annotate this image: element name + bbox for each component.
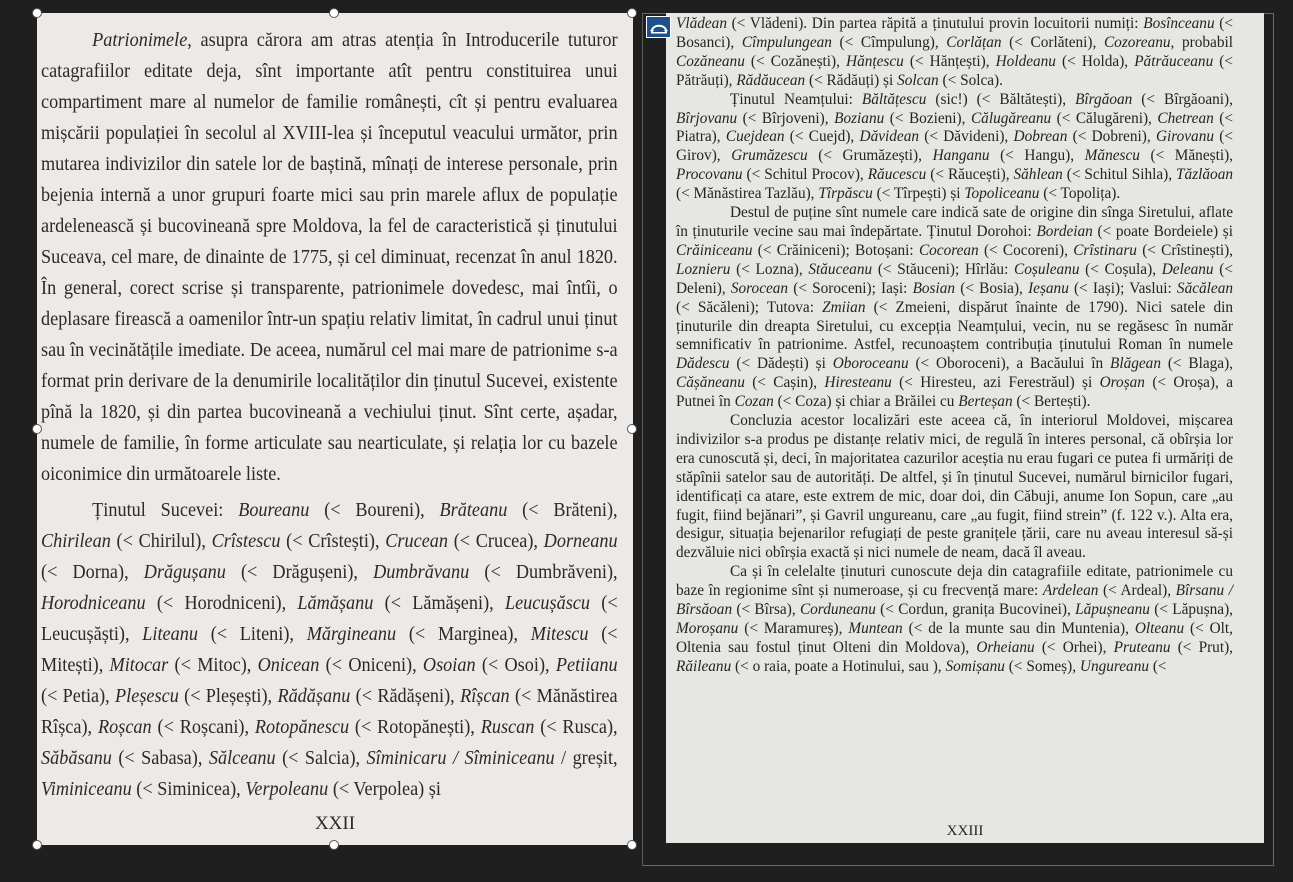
- paragraph-text: (< Cuejd),: [784, 128, 860, 146]
- paragraph-text: (< Deleni),: [676, 260, 1233, 297]
- family-name: Lăpușneanu: [1075, 601, 1150, 619]
- family-name: Ungureanu: [1079, 657, 1150, 675]
- family-name: Hănțescu: [846, 52, 904, 70]
- paragraph-text: (< Pătrăuți),: [676, 52, 1234, 89]
- family-name: Rîșcan: [460, 686, 510, 707]
- family-name: Brăteanu: [439, 500, 508, 521]
- paragraph-text: (< Maramureș),: [738, 620, 849, 637]
- resize-handle-top-right-icon[interactable]: [627, 8, 637, 18]
- paragraph-text: (< Piatra),: [676, 109, 1233, 146]
- paragraph-text: (< Prut),: [1170, 638, 1233, 656]
- family-name: Sîminicaru / Sîminiceanu: [366, 748, 555, 769]
- paragraph-text: (< Zmeieni, dispărut înainte de 1790). Nici satele din ținuturile din dreapta Siretului, cu excepția Neamțului, vecin, nu se regăsesc în număr semnificativ în patrionime. Astfel, recunoaștem contribuția ținutului Roman în numele: [676, 298, 1233, 354]
- family-name: Sălceanu: [208, 748, 276, 769]
- paragraph-text: (< Holda),: [1055, 52, 1135, 70]
- paragraph-text: (< Olt, Oltenia sau fostul ținut Olteni din Moldova),: [676, 620, 1233, 656]
- family-name: Mărgineanu: [306, 624, 397, 645]
- paragraph-text: (sic!) (< Băltătești),: [926, 90, 1076, 108]
- family-name: Lămășanu: [297, 593, 374, 614]
- family-name: Crîstescu: [211, 531, 281, 552]
- family-name: Băltățescu: [861, 90, 927, 108]
- paragraph-text: (< Cocoreni),: [978, 241, 1074, 259]
- family-name: Cîmpulungean: [741, 33, 832, 51]
- family-name: Bîrsanu / Bîrsăoan: [676, 582, 1233, 619]
- family-name: Patrionimele: [92, 30, 188, 51]
- family-name: Olteanu: [1134, 620, 1185, 637]
- paragraph-text: (< Someș),: [1004, 657, 1080, 675]
- resize-handle-bottom-right-icon[interactable]: [627, 840, 637, 850]
- right-paragraph: [676, 15, 1233, 91]
- family-name: Holdeanu: [995, 52, 1056, 70]
- right-paragraph: [676, 91, 1233, 204]
- family-name: Rădășanu: [277, 686, 351, 707]
- family-name: Leucușăscu: [504, 593, 590, 614]
- paragraph-text: (< Rădăuți) și: [805, 71, 898, 89]
- paragraph-text: (< Solca).: [938, 71, 1003, 89]
- paragraph-text: (< Crîstinești),: [1136, 241, 1233, 259]
- family-name: Cășăneanu: [676, 374, 745, 392]
- paragraph-text: (< Ardeal),: [1098, 582, 1176, 600]
- family-name: Moroșanu: [676, 620, 739, 637]
- paragraph-text: Destul de puține sînt numele care indică sate de origine din sînga Siretului, aflate în ținuturile vecine sau mai îndepărtate. Ținutul Dorohoi:: [676, 204, 1233, 240]
- family-name: Răileanu: [676, 657, 732, 675]
- paragraph-text: (< Lozna),: [730, 260, 809, 278]
- paragraph-text: (<: [1149, 657, 1167, 675]
- paragraph-text: (< Coșula),: [1079, 260, 1162, 278]
- family-name: Dorneanu: [543, 531, 618, 552]
- paragraph-text: Ținutul Neamțului:: [730, 90, 862, 108]
- paragraph-text: (< Rotopănești),: [349, 717, 481, 738]
- family-name: Bîrjovanu: [676, 109, 738, 127]
- paragraph-text: (< Bozieni),: [884, 109, 971, 127]
- paragraph-text: (< Blaga),: [1160, 355, 1234, 373]
- family-name: Horodniceanu: [41, 593, 146, 614]
- family-name: Blăgean: [1110, 355, 1161, 373]
- paragraph-text: , probabil: [1170, 33, 1233, 51]
- family-name: Bosian: [912, 279, 956, 297]
- paragraph-text: (< Săcăleni); Tutova:: [676, 298, 823, 316]
- family-name: Orheianu: [976, 638, 1035, 656]
- family-name: Ieșanu: [1028, 279, 1069, 297]
- family-name: Corlățan: [946, 33, 1002, 51]
- family-name: Berteșan: [958, 393, 1013, 411]
- family-name: Rădăucean: [736, 71, 806, 89]
- family-name: Deleanu: [1161, 260, 1214, 278]
- family-name: Dumbrăvanu: [373, 562, 470, 583]
- rotate-arrow-icon: [650, 20, 668, 34]
- paragraph-text: (< Roșcani),: [151, 717, 255, 738]
- family-name: Hiresteanu: [824, 374, 892, 392]
- right-paragraph: [676, 412, 1233, 563]
- paragraph-text: (< Stăuceni); Hîrlău:: [872, 260, 1015, 278]
- family-name: Drăgușanu: [143, 562, 226, 583]
- family-name: Onicean: [257, 655, 320, 676]
- family-name: Mitocar: [109, 655, 169, 676]
- paragraph-text: (< Dădești) și: [729, 355, 833, 373]
- family-name: Coșuleanu: [1014, 260, 1080, 278]
- paragraph-text: (< Bîrjoveni),: [737, 109, 835, 127]
- family-name: Corduneanu: [799, 601, 876, 619]
- family-name: Săhlean: [1013, 166, 1063, 184]
- family-name: Chirilean: [41, 531, 111, 552]
- family-name: Crîstinaru: [1073, 241, 1137, 259]
- paragraph-text: Ținutul Sucevei:: [92, 500, 239, 521]
- paragraph-text: (< Lămășeni),: [373, 593, 505, 614]
- family-name: Chetrean: [1157, 109, 1214, 127]
- family-name: Grumăzescu: [731, 147, 808, 165]
- family-name: Pătrăuceanu: [1134, 52, 1214, 70]
- paragraph-text: (< o raia, poate a Hotinului, sau ),: [731, 657, 946, 675]
- family-name: Boureanu: [238, 500, 310, 521]
- paragraph-text: (< Brăteni),: [507, 500, 618, 521]
- resize-handle-top-center-icon[interactable]: [329, 8, 339, 18]
- family-name: Sorocean: [730, 279, 789, 297]
- paragraph-text: (< Lăpușna),: [1149, 601, 1233, 619]
- paragraph-text: (< Horodniceni),: [145, 593, 298, 614]
- family-name: Stăuceanu: [808, 260, 873, 278]
- family-name: Zmiian: [822, 298, 866, 316]
- paragraph-text: (< Cordun, granița Bucovinei),: [875, 601, 1076, 619]
- family-name: Ruscan: [480, 717, 535, 738]
- paragraph-text: (< Crăiniceni); Botoșani:: [752, 241, 919, 259]
- paragraph-text: (< Răucești),: [926, 166, 1014, 184]
- paragraph-text: (< Leucușăști),: [41, 593, 618, 645]
- paragraph-text: Concluzia acestor localizări este aceea că, în interiorul Moldovei, mișcarea indivizilor s-a produs pe distanțe relativ mici, de regulă în interes personal, că obîrșia lor era cunoscută și, deci, în majoritatea cazurilor aceștia nu erau fugari ce putea fi urmăriți de stăpînii satelor sau de autorități. De altfel, și în ținutul Sucevei, numărul birnicilor fugari, identificați ca atare, este extrem de mic, doar doi, din Căbuji, anume Ion Sopun, care „au fugit, fiind bejănari”, și Gavril ungureanu, care „au fugit, fiind strein” (f. 122 v.). Alta era, desigur, situația bejenarilor refugiați de peste granițele țării, care nu aveau interesul să-și dezvăluie nici obîrșia exactă și nici numele de neam, dacă îl aveau.: [676, 412, 1233, 562]
- paragraph-text: (< poate Bordeiele) și: [1092, 222, 1233, 240]
- paragraph-text: (< Siminicea),: [131, 779, 246, 800]
- family-name: Solcan: [897, 71, 939, 89]
- paragraph-text: (< Cîmpulung),: [831, 33, 947, 51]
- paragraph-text: (< Schitul Sihla),: [1062, 166, 1177, 184]
- family-name: Ardelean: [1042, 582, 1099, 600]
- paragraph-text: (< Oroșa), a Putnei în: [676, 374, 1233, 411]
- paragraph-text: (< Rădășeni),: [350, 686, 461, 707]
- family-name: Bosînceanu: [1143, 15, 1215, 32]
- family-name: Muntean: [848, 620, 903, 637]
- paragraph-text: (< Coza) și chiar a Brăilei cu: [773, 393, 959, 411]
- family-name: Hanganu: [932, 147, 990, 165]
- family-name: Oroșan: [1099, 374, 1145, 392]
- family-name: Săbăsanu: [41, 748, 112, 769]
- family-name: Dăvidean: [859, 128, 919, 146]
- paragraph-text: (< Călugăreni),: [1051, 109, 1158, 127]
- page-number-right: XXIII: [946, 823, 984, 839]
- page-left-text: [41, 25, 618, 805]
- paragraph-text: (< Salcia),: [275, 748, 367, 769]
- paragraph-text: Ca și în celelalte ținuturi cunoscute deja din catagrafiile editate, patrionimele cu baze în regionime sînt și numeroase, și cu frecvență mare:: [676, 563, 1233, 600]
- family-name: Osoian: [422, 655, 476, 676]
- paragraph-text: (< Bertești).: [1012, 393, 1091, 411]
- scanned-page-left[interactable]: [37, 13, 633, 845]
- right-paragraph: [676, 204, 1233, 412]
- paragraph-text: (< Marginea),: [396, 624, 531, 645]
- paragraph-text: (< Verpolea) și: [328, 779, 441, 800]
- paragraph-text: (< Mitoc),: [168, 655, 258, 676]
- family-name: Rotopănescu: [254, 717, 350, 738]
- family-name: Bîrgăoan: [1075, 90, 1133, 108]
- paragraph-text: (< Corlăteni),: [1001, 33, 1104, 51]
- family-name: Mănescu: [1084, 147, 1140, 165]
- family-name: Viminiceanu: [41, 779, 132, 800]
- paragraph-text: (< Sabasa),: [111, 748, 209, 769]
- paragraph-text: (< Crucea),: [448, 531, 544, 552]
- family-name: Călugăreanu: [970, 109, 1052, 127]
- family-name: Tîrpăscu: [818, 185, 873, 203]
- paragraph-text: (< Grumăzești),: [807, 147, 933, 165]
- paragraph-text: (< Drăgușeni),: [225, 562, 374, 583]
- paragraph-text: (< Mitești),: [41, 624, 618, 676]
- paragraph-text: (< Boureni),: [309, 500, 440, 521]
- resize-handle-middle-left-icon[interactable]: [32, 424, 42, 434]
- paragraph-text: (< Pleșești),: [178, 686, 278, 707]
- family-name: Dădescu: [676, 355, 730, 373]
- family-name: Tăzlăoan: [1176, 166, 1233, 184]
- resize-handle-bottom-center-icon[interactable]: [329, 840, 339, 850]
- family-name: Bordeian: [1036, 222, 1093, 240]
- family-name: Cozăneanu: [676, 52, 745, 70]
- resize-handle-middle-right-icon[interactable]: [627, 424, 637, 434]
- family-name: Bozianu: [834, 109, 885, 127]
- paragraph-text: (< Iași); Vaslui:: [1068, 279, 1177, 297]
- family-name: Pleșescu: [115, 686, 179, 707]
- family-name: Roșcan: [97, 717, 152, 738]
- paragraph-text: / greșit,: [554, 748, 618, 769]
- paragraph-text: (< Bîrsa),: [732, 601, 800, 619]
- family-name: Mitescu: [530, 624, 589, 645]
- paragraph-text: (< Orhei),: [1034, 638, 1114, 656]
- family-name: Cozan: [734, 393, 774, 411]
- family-name: Cocorean: [918, 241, 979, 259]
- family-name: Vlădean: [676, 15, 727, 32]
- paragraph-text: (< Dorna),: [41, 562, 144, 583]
- paragraph-text: (< Hănțești),: [903, 52, 996, 70]
- paragraph-text: (< Mănăstirea Rîșca),: [41, 686, 618, 738]
- family-name: Crăiniceanu: [676, 241, 753, 259]
- family-name: Cuejdean: [725, 128, 785, 146]
- paragraph-text: (< Girov),: [676, 128, 1234, 165]
- paragraph-text: , asupra cărora am atras atenția în Introducerile tuturor catagrafiilor editate deja, sînt importante atît pentru constituirea unui compartiment mare al numelor de familie românești, cît și pentru evaluarea mișcării populației în secolul al XVIII-lea și începutul veacului următor, prin mutarea indivizilor din satele lor de baștină, mînați de interese personale, prin bejenia internă a unor grupuri foarte mici sau prin marele aflux de populație ardelenească și bucovineană spre Moldova, la fel de caracteristică și ținutului Suceava, cel mare, de dinainte de 1775, și cel diminuat, recenzat în anul 1820. În general, corect scrise și transparente, patrionimele dovedesc, mai întîi, o deplasare firească a oamenilor într-un spațiu relativ limitat, în cadrul unui ținut sau în vecinătățile imediate. De aceea, numărul cel mai mare de patrionime s-a format prin derivare de la denumirile localităților din ținutul Sucevei, existente pînă la 1820, și din partea bucovineană a vechiului ținut. Sînt certe, așadar, numele de familie, în forme articulate sau nearticulate, și relația lor cu bazele oiconimice din următoarele liste.: [41, 30, 618, 485]
- left-paragraph: [41, 25, 618, 490]
- left-paragraph: [41, 495, 618, 805]
- paragraph-text: (< Liteni),: [197, 624, 307, 645]
- family-name: Procovanu: [676, 166, 743, 184]
- family-name: Verpoleanu: [245, 779, 329, 800]
- family-name: Răucescu: [867, 166, 927, 184]
- paragraph-text: (< Mănăstirea Tazlău),: [676, 185, 819, 203]
- family-name: Cozoreanu: [1103, 33, 1171, 51]
- paragraph-text: (< Cașin),: [744, 374, 825, 392]
- paragraph-text: (< Bosanci),: [676, 15, 1233, 51]
- paragraph-text: (< Schitul Procov),: [742, 166, 868, 184]
- paragraph-text: (< Oniceni),: [319, 655, 423, 676]
- family-name: Crucean: [385, 531, 449, 552]
- paragraph-text: (< Mănești),: [1139, 147, 1233, 165]
- paragraph-text: (< Bîrgăoani),: [1132, 90, 1233, 108]
- page-right-text: [676, 15, 1233, 677]
- paragraph-text: (< Dobreni),: [1067, 128, 1156, 146]
- resize-handle-top-left-icon[interactable]: [32, 8, 42, 18]
- paragraph-text: (< Rusca),: [534, 717, 618, 738]
- resize-handle-bottom-left-icon[interactable]: [32, 840, 42, 850]
- paragraph-text: (< Vlădeni). Din partea răpită a ținutului provin locuitorii numiți:: [726, 15, 1144, 32]
- family-name: Loznieru: [676, 260, 731, 278]
- scanned-page-right[interactable]: [666, 13, 1264, 843]
- family-name: Liteanu: [142, 624, 198, 645]
- page-number-left: XXII: [314, 813, 356, 834]
- family-name: Oboroceanu: [832, 355, 909, 373]
- paragraph-text: (< Tîrpești) și: [872, 185, 965, 203]
- family-name: Topoliceanu: [964, 185, 1040, 203]
- family-name: Girovanu: [1155, 128, 1215, 146]
- paragraph-text: (< Hiresteu, azi Ferestrăul) și: [891, 374, 1100, 392]
- paragraph-text: (< de la munte sau din Muntenia),: [902, 620, 1135, 637]
- paragraph-text: (< Cozănești),: [744, 52, 847, 70]
- paragraph-text: (< Bosia),: [955, 279, 1029, 297]
- paragraph-text: (< Petia),: [41, 686, 116, 707]
- paragraph-text: (< Osoi),: [475, 655, 556, 676]
- family-name: Dobrean: [1013, 128, 1068, 146]
- paragraph-text: (< Chirilul),: [110, 531, 212, 552]
- paragraph-text: (< Oboroceni), a Bacăului în: [908, 355, 1110, 373]
- paragraph-text: (< Topolița).: [1039, 185, 1121, 203]
- paragraph-text: (< Dumbrăveni),: [469, 562, 618, 583]
- right-paragraph: [676, 563, 1233, 676]
- paragraph-text: (< Crîstești),: [280, 531, 386, 552]
- paragraph-text: (< Soroceni); Iași:: [788, 279, 913, 297]
- paragraph-text: (< Dăvideni),: [919, 128, 1014, 146]
- family-name: Pruteanu: [1113, 638, 1171, 656]
- rotate-icon[interactable]: [646, 16, 671, 38]
- paragraph-text: (< Hangu),: [989, 147, 1085, 165]
- family-name: Săcălean: [1176, 279, 1233, 297]
- family-name: Petiianu: [555, 655, 618, 676]
- family-name: Somișanu: [945, 657, 1005, 675]
